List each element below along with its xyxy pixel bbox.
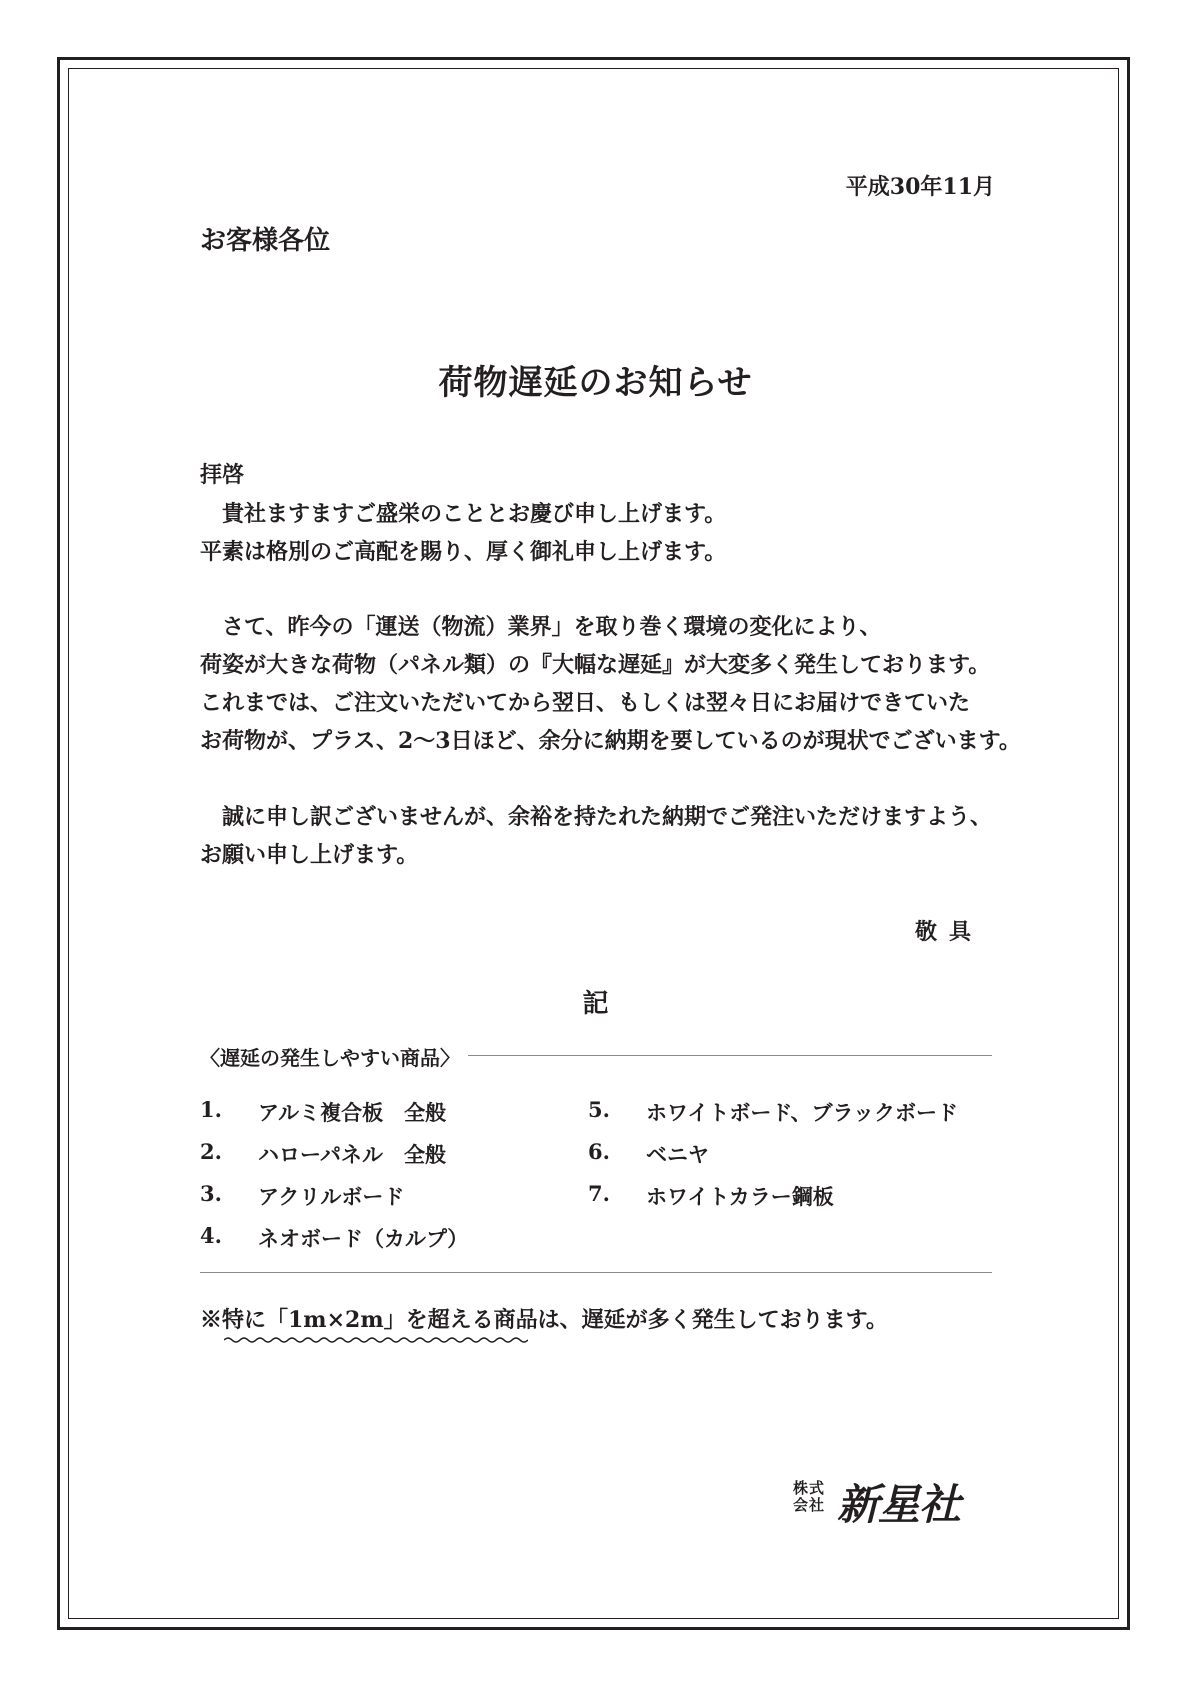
paragraph-line: 誠に申し訳ございませんが、余裕を持たれた納期でご発注いただけますよう、 [222, 804, 993, 830]
list-rule [200, 1272, 992, 1273]
item-text: ハローパネル 全般 [258, 1142, 446, 1167]
item-number: 2. [200, 1139, 222, 1164]
paragraph-line: さて、昨今の「運送（物流）業界」を取り巻く環境の変化により、 [222, 614, 882, 640]
item-number: 3. [200, 1181, 222, 1206]
company-prefix: 株式会社 [793, 1479, 826, 1514]
item-number: 1. [200, 1097, 222, 1122]
list-heading: 〈遅延の発生しやすい商品〉 [200, 1042, 468, 1071]
greeting-line: 平素は格別のご高配を賜り、厚く御礼申し上げます。 [200, 539, 727, 565]
wavy-underline [224, 1335, 528, 1345]
item-number: 6. [588, 1139, 610, 1164]
company-logo [793, 1476, 993, 1529]
item-number: 7. [588, 1181, 610, 1206]
item-text: ホワイトカラー鋼板 [646, 1184, 834, 1209]
item-number: 4. [200, 1223, 222, 1248]
note: ※特に「1m×2m」を超える商品は、遅延が多く発生しております。 [200, 1307, 888, 1333]
item-text: ベニヤ [646, 1142, 709, 1167]
closing: 敬具 [914, 919, 983, 945]
recipient: お客様各位 [200, 226, 331, 256]
item-text: アクリルボード [258, 1184, 405, 1209]
item-text: ネオボード（カルプ） [258, 1226, 469, 1251]
document-date: 平成30年11月 [845, 174, 995, 200]
item-text: アルミ複合板 全般 [258, 1100, 447, 1125]
item-text: ホワイトボード、ブラックボード [646, 1100, 959, 1125]
paragraph-line: 荷姿が大きな荷物（パネル類）の『大幅な遅延』が大変多く発生しております。 [200, 652, 991, 678]
company-name: 新星社 [837, 1480, 961, 1529]
paragraph-line: これまでは、ご注文いただいてから翌日、もしくは翌々日にお届けできていた [200, 690, 971, 716]
document-title: 荷物遅延のお知らせ [438, 363, 753, 403]
greeting-line: 貴社ますますご盛栄のこととお慶び申し上げます。 [222, 501, 727, 527]
item-number: 5. [588, 1097, 610, 1122]
paragraph-line: お荷物が、プラス、2〜3日ほど、余分に納期を要しているのが現状でございます。 [200, 728, 1021, 754]
salutation: 拝啓 [200, 462, 245, 488]
paragraph-line: お願い申し上げます。 [200, 842, 419, 868]
ki-heading: 記 [582, 989, 609, 1019]
